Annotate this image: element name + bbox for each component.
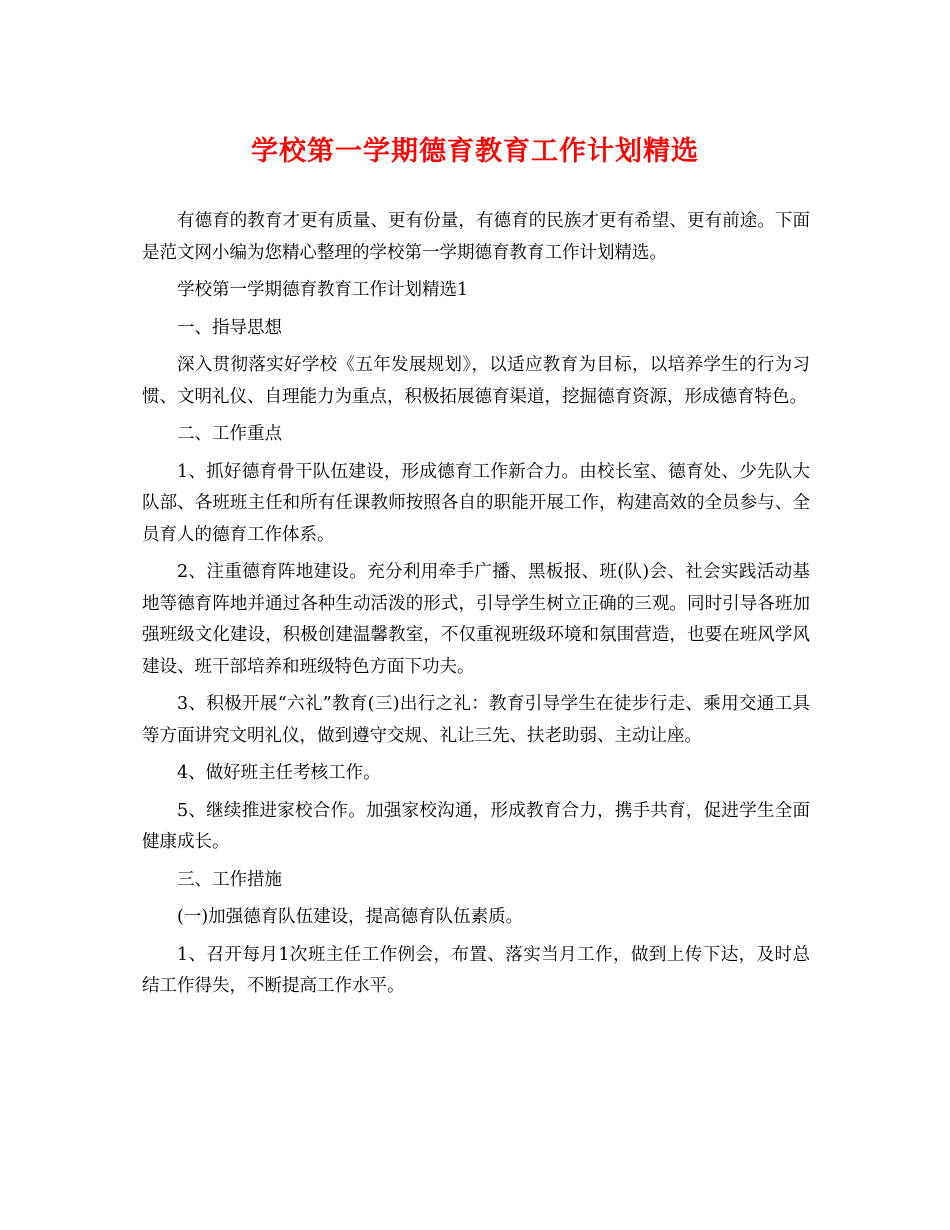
paragraph-focus-4: 4、做好班主任考核工作。 <box>177 763 381 783</box>
section-heading-work-focus: 二、工作重点 <box>177 424 282 444</box>
paragraph-subtitle: 学校第一学期德育教育工作计划精选1 <box>177 280 469 300</box>
section-heading-work-measures: 三、工作措施 <box>177 869 282 890</box>
paragraph-focus-3: 3、积极开展“六礼”教育(三)出行之礼：教育引导学生在徒步行走、乘用交通工具等方面讲究文明礼仪，做到遵守交规、礼让三先、扶老助弱、主动让座。 <box>142 694 810 746</box>
subsection-heading-team-building: (一)加强德育队伍建设，提高德育队伍素质。 <box>177 907 524 927</box>
section-heading-guiding-thought: 一、指导思想 <box>177 317 282 338</box>
document-body <box>142 206 810 1009</box>
document-title: 学校第一学期德育教育工作计划精选 <box>251 136 699 167</box>
paragraph-focus-1: 1、抓好德育骨干队伍建设，形成德育工作新合力。由校长室、德育处、少先队大队部、各班班主任和所有任课教师按照各自的职能开展工作，构建高效的全员参与、全员育人的德育工作体系。 <box>142 461 810 545</box>
paragraph-focus-5: 5、继续推进家校合作。加强家校沟通，形成教育合力，携手共育，促进学生全面健康成长。 <box>142 800 810 852</box>
paragraph-measure-1: 1、召开每月1次班主任工作例会，布置、落实当月工作，做到上传下达，及时总结工作得失，不断提高工作水平。 <box>142 944 810 996</box>
paragraph-intro: 有德育的教育才更有质量、更有份量，有德育的民族才更有希望、更有前途。下面是范文网小编为您精心整理的学校第一学期德育教育工作计划精选。 <box>142 211 810 263</box>
paragraph-guiding-thought: 深入贯彻落实好学校《五年发展规划》，以适应教育为目标，以培养学生的行为习惯、文明礼仪、自理能力为重点，积极拓展德育渠道，挖掘德育资源，形成德育特色。 <box>142 355 810 407</box>
paragraph-focus-2: 2、注重德育阵地建设。充分利用牵手广播、黑板报、班(队)会、社会实践活动基地等德育阵地并通过各种生动活泼的形式，引导学生树立正确的三观。同时引导各班加强班级文化建设，积极创建温馨教室，不仅重视班级环境和氛围营造，也要在班风学风建设、班干部培养和班级特色方面下功夫。 <box>142 562 810 677</box>
